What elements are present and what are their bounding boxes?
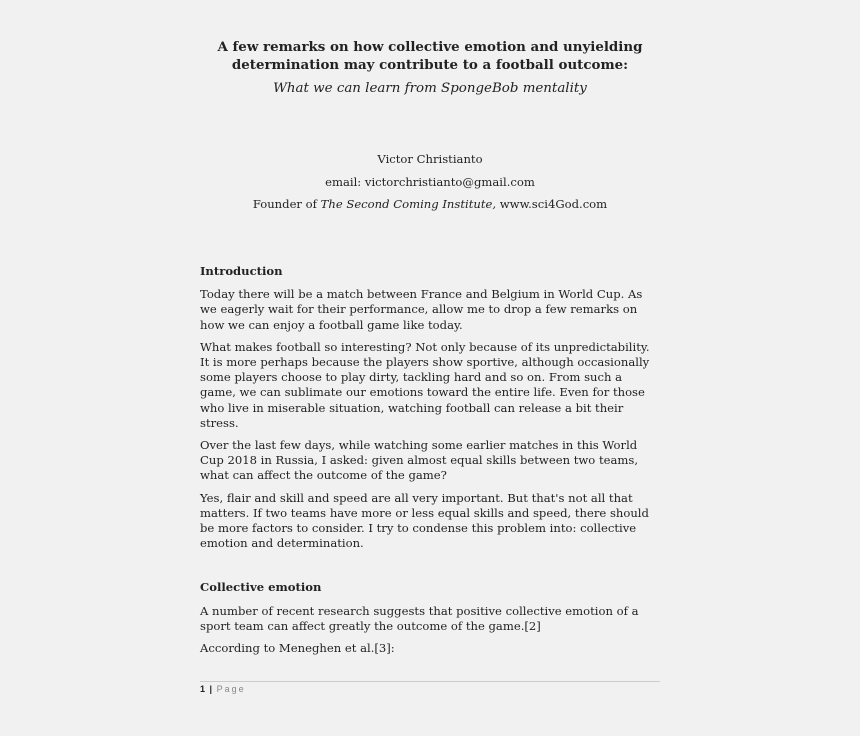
affiliation-institute: The Second Coming Institute, (320, 197, 497, 211)
paragraph: What makes football so interesting? Not only because of its unpredictability. It is more perhaps because the players show sportive, although occasionally some players choose to play dirty, tackling hard and so on. From such a game, we can sublimate our emotions toward the entire life. Even for those who live in miserable situation, watching football can release a bit their stress. (200, 339, 650, 430)
paragraph: Yes, flair and skill and speed are all very important. But that's not all that matters. If two teams have more or less equal skills and speed, there should be more factors to consider. I try to condense this problem into: collective emotion and determination. (200, 490, 649, 551)
title-line-2: determination may contribute to a football outcome: (231, 57, 629, 73)
footer-divider (200, 681, 660, 682)
section-introduction (200, 264, 660, 551)
affiliation-site: www.sci4God.com (496, 197, 608, 211)
page-label: Page (216, 684, 246, 694)
footer-separator: | (209, 684, 214, 694)
document-subtitle: What we can learn from SpongeBob mentality (273, 81, 587, 96)
page-number: 1 (200, 684, 207, 694)
page-footer (200, 684, 246, 694)
author-email: email: victorchristianto@gmail.com (325, 175, 535, 189)
document-body (200, 264, 660, 663)
document-title (200, 38, 660, 74)
author-affiliation (200, 197, 660, 211)
section-heading: Collective emotion (200, 580, 322, 595)
affiliation-prefix: Founder of (252, 197, 321, 211)
section-collective-emotion (200, 580, 660, 656)
paragraph: Today there will be a match between France and Belgium in World Cup. As we eagerly wait for their performance, allow me to drop a few remarks on how we can enjoy a football game like today. (200, 287, 643, 332)
title-line-1: A few remarks on how collective emotion and unyielding (217, 39, 643, 55)
paragraph: According to Meneghen et al.[3]: (200, 641, 395, 656)
section-heading: Introduction (200, 264, 283, 278)
author-name: Victor Christianto (377, 152, 483, 166)
paragraph: Over the last few days, while watching some earlier matches in this World Cup 2018 in Russia, I asked: given almost equal skills between two teams, what can affect the outcome of the game? (200, 438, 639, 483)
paragraph: A number of recent research suggests that positive collective emotion of a sport team can affect greatly the outcome of the game.[2] (200, 603, 639, 633)
